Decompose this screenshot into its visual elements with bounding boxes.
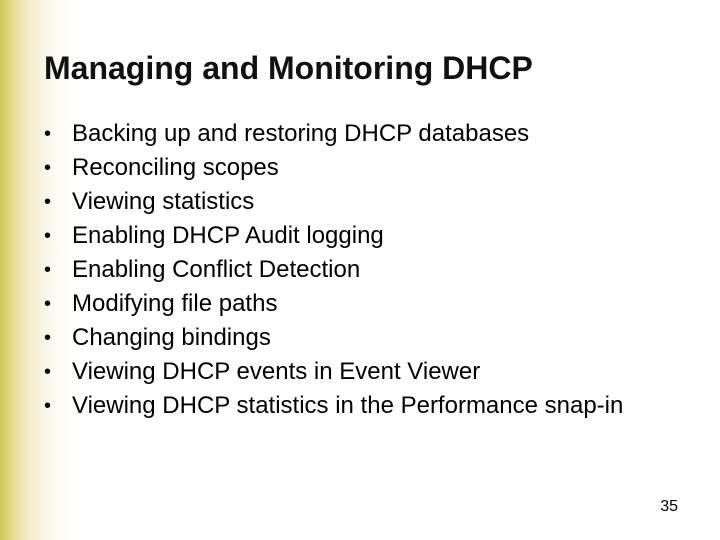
bullet-icon: •	[44, 225, 52, 247]
list-item	[44, 154, 684, 182]
list-item	[44, 256, 684, 284]
list-item	[44, 290, 684, 318]
bullet-text: Enabling Conflict Detection	[72, 256, 361, 283]
bullet-text: Enabling DHCP Audit logging	[72, 222, 384, 249]
bullet-text: Reconciling scopes	[72, 154, 279, 181]
bullet-text: Viewing DHCP statistics in the Performance snap-in	[72, 392, 624, 419]
bullet-text: Viewing DHCP events in Event Viewer	[72, 358, 481, 385]
bullet-icon: •	[44, 123, 52, 145]
bullet-icon: •	[44, 327, 52, 349]
bullet-text: Viewing statistics	[72, 188, 255, 215]
bullet-icon: •	[44, 361, 52, 383]
bullet-icon: •	[44, 395, 52, 417]
bullet-text: Changing bindings	[72, 324, 271, 351]
list-item	[44, 324, 684, 352]
list-item	[44, 188, 684, 216]
bullet-text: Backing up and restoring DHCP databases	[72, 120, 530, 147]
bullet-list	[44, 120, 684, 426]
bullet-icon: •	[44, 157, 52, 179]
list-item	[44, 222, 684, 250]
bullet-icon: •	[44, 293, 52, 315]
bullet-icon: •	[44, 191, 52, 213]
list-item	[44, 358, 684, 386]
list-item	[44, 392, 684, 420]
list-item	[44, 120, 684, 148]
bullet-text: Modifying file paths	[72, 290, 278, 317]
slide-title: Managing and Monitoring DHCP	[44, 50, 533, 86]
page-number: 35	[660, 498, 678, 515]
bullet-icon: •	[44, 259, 52, 281]
